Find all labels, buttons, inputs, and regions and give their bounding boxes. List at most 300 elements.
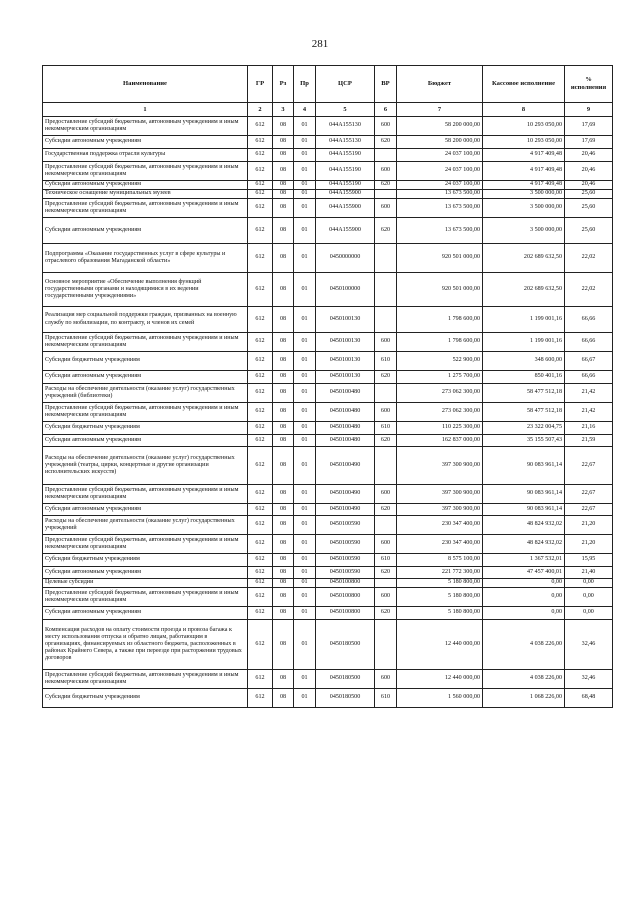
row-pr: 01 [294, 485, 316, 504]
table-row [43, 218, 613, 244]
row-name: Субсидии бюджетным учреждениям [43, 554, 248, 567]
row-csr: 044A155190 [316, 162, 375, 181]
row-gr: 612 [248, 567, 273, 579]
row-pr: 01 [294, 384, 316, 403]
row-csr: 0450100130 [316, 307, 375, 333]
table-row [43, 607, 613, 620]
row-vr [375, 384, 397, 403]
row-cash-execution: 202 689 632,50 [483, 244, 565, 273]
row-cash-execution: 48 824 932,02 [483, 535, 565, 554]
header-name: Наименование [43, 66, 248, 103]
row-name: Государственная поддержка отрасли культуры [43, 149, 248, 162]
row-rz: 08 [273, 199, 294, 218]
table-row [43, 670, 613, 689]
row-name: Расходы на обеспечение деятельности (оказание услуг) государственных учреждений (библиотеки) [43, 384, 248, 403]
row-name: Субсидии автономным учреждениям [43, 181, 248, 190]
row-rz: 08 [273, 579, 294, 588]
row-csr: 0450100590 [316, 567, 375, 579]
row-rz: 08 [273, 149, 294, 162]
row-pr: 01 [294, 567, 316, 579]
row-pr: 01 [294, 435, 316, 447]
row-name: Расходы на обеспечение деятельности (оказание услуг) государственных учреждений [43, 516, 248, 535]
row-cash-execution: 4 038 226,00 [483, 670, 565, 689]
row-pr: 01 [294, 352, 316, 371]
row-rz: 08 [273, 371, 294, 384]
row-pr: 01 [294, 371, 316, 384]
row-vr: 600 [375, 403, 397, 422]
header-pr: Пр [294, 66, 316, 103]
row-csr: 044A155130 [316, 117, 375, 136]
row-vr: 600 [375, 199, 397, 218]
row-csr: 044A155130 [316, 136, 375, 149]
column-number-row [43, 103, 613, 117]
row-vr [375, 579, 397, 588]
table-row [43, 535, 613, 554]
row-pr: 01 [294, 588, 316, 607]
column-number: 8 [483, 103, 565, 117]
table-row [43, 352, 613, 371]
row-rz: 08 [273, 190, 294, 199]
row-vr: 610 [375, 422, 397, 435]
row-budget: 13 673 500,00 [397, 199, 483, 218]
row-pr: 01 [294, 273, 316, 307]
row-budget: 1 798 600,00 [397, 333, 483, 352]
row-percent: 22,67 [565, 504, 613, 516]
row-cash-execution: 0,00 [483, 588, 565, 607]
row-vr [375, 244, 397, 273]
column-number: 1 [43, 103, 248, 117]
row-rz: 08 [273, 333, 294, 352]
row-percent: 21,16 [565, 422, 613, 435]
row-rz: 08 [273, 670, 294, 689]
row-gr: 612 [248, 162, 273, 181]
row-gr: 612 [248, 136, 273, 149]
row-vr [375, 307, 397, 333]
row-budget: 397 300 900,00 [397, 485, 483, 504]
row-csr: 0450100800 [316, 588, 375, 607]
row-percent: 17,69 [565, 136, 613, 149]
row-pr: 01 [294, 333, 316, 352]
column-number: 9 [565, 103, 613, 117]
row-gr: 612 [248, 244, 273, 273]
row-csr: 0450100800 [316, 579, 375, 588]
row-vr [375, 190, 397, 199]
row-budget: 1 275 700,00 [397, 371, 483, 384]
row-pr: 01 [294, 422, 316, 435]
row-vr: 610 [375, 352, 397, 371]
table-row [43, 588, 613, 607]
row-vr: 620 [375, 136, 397, 149]
row-cash-execution: 90 083 961,14 [483, 447, 565, 485]
row-csr: 0450100130 [316, 333, 375, 352]
row-vr: 600 [375, 485, 397, 504]
row-rz: 08 [273, 244, 294, 273]
header-gr: ГР [248, 66, 273, 103]
table-row [43, 333, 613, 352]
row-csr: 0450100490 [316, 447, 375, 485]
row-gr: 612 [248, 554, 273, 567]
row-percent: 22,67 [565, 485, 613, 504]
row-csr: 0450100590 [316, 554, 375, 567]
row-pr: 01 [294, 579, 316, 588]
row-pr: 01 [294, 689, 316, 708]
row-cash-execution: 3 500 000,00 [483, 218, 565, 244]
row-percent: 20,46 [565, 149, 613, 162]
row-csr: 0450100480 [316, 384, 375, 403]
row-gr: 612 [248, 352, 273, 371]
row-pr: 01 [294, 181, 316, 190]
table-row [43, 149, 613, 162]
table-row [43, 447, 613, 485]
header-budget: Бюджет [397, 66, 483, 103]
row-percent: 66,66 [565, 307, 613, 333]
page-number: 281 [311, 38, 329, 50]
row-percent: 25,60 [565, 190, 613, 199]
row-csr: 0450000000 [316, 244, 375, 273]
row-name: Предоставление субсидий бюджетным, автономным учреждениям и иным некоммерческим организациям [43, 199, 248, 218]
row-rz: 08 [273, 435, 294, 447]
row-vr [375, 273, 397, 307]
row-percent: 66,66 [565, 333, 613, 352]
header-rz: Рз [273, 66, 294, 103]
table-row [43, 620, 613, 670]
table-row [43, 199, 613, 218]
row-name: Реализация мер социальной поддержки граждан, призванных на военную службу по мобилизации, по контракту, и членов их семей [43, 307, 248, 333]
row-vr: 610 [375, 689, 397, 708]
row-pr: 01 [294, 190, 316, 199]
row-name: Субсидии автономным учреждениям [43, 607, 248, 620]
row-cash-execution: 3 500 000,00 [483, 199, 565, 218]
row-rz: 08 [273, 485, 294, 504]
row-name: Техническое оснащение муниципальных музеев [43, 190, 248, 199]
header-percent-execution: % исполнения [565, 66, 613, 103]
row-name: Расходы на обеспечение деятельности (оказание услуг) государственных учреждений (театры, цирки, концертные и другие организации исполнительских искусств) [43, 447, 248, 485]
row-percent: 32,46 [565, 670, 613, 689]
row-gr: 612 [248, 670, 273, 689]
row-name: Предоставление субсидий бюджетным, автономным учреждениям и иным некоммерческим организациям [43, 117, 248, 136]
table-row [43, 273, 613, 307]
row-gr: 612 [248, 504, 273, 516]
row-vr: 610 [375, 554, 397, 567]
row-cash-execution: 58 477 512,18 [483, 403, 565, 422]
row-name: Предоставление субсидий бюджетным, автономным учреждениям и иным некоммерческим организациям [43, 333, 248, 352]
row-name: Субсидии бюджетным учреждениям [43, 422, 248, 435]
column-number: 4 [294, 103, 316, 117]
row-vr: 600 [375, 333, 397, 352]
row-rz: 08 [273, 384, 294, 403]
table-row [43, 117, 613, 136]
row-cash-execution: 90 083 961,14 [483, 504, 565, 516]
row-gr: 612 [248, 435, 273, 447]
row-pr: 01 [294, 244, 316, 273]
row-budget: 230 347 400,00 [397, 535, 483, 554]
row-budget: 12 440 000,00 [397, 620, 483, 670]
row-pr: 01 [294, 307, 316, 333]
row-name: Субсидии автономным учреждениям [43, 218, 248, 244]
row-pr: 01 [294, 199, 316, 218]
row-cash-execution: 4 917 409,48 [483, 162, 565, 181]
row-name: Целевые субсидии [43, 579, 248, 588]
row-cash-execution: 10 293 050,00 [483, 117, 565, 136]
row-budget: 13 673 500,00 [397, 190, 483, 199]
row-gr: 612 [248, 181, 273, 190]
row-csr: 0450100590 [316, 516, 375, 535]
row-percent: 21,59 [565, 435, 613, 447]
row-cash-execution: 47 457 400,01 [483, 567, 565, 579]
row-name: Субсидии автономным учреждениям [43, 567, 248, 579]
row-pr: 01 [294, 607, 316, 620]
row-name: Предоставление субсидий бюджетным, автономным учреждениям и иным некоммерческим организациям [43, 403, 248, 422]
row-pr: 01 [294, 403, 316, 422]
row-budget: 5 180 800,00 [397, 579, 483, 588]
table-row [43, 384, 613, 403]
row-cash-execution: 35 155 507,43 [483, 435, 565, 447]
row-gr: 612 [248, 422, 273, 435]
row-csr: 0450100490 [316, 485, 375, 504]
row-gr: 612 [248, 516, 273, 535]
budget-execution-table [42, 65, 613, 708]
row-csr: 0450180500 [316, 620, 375, 670]
row-percent: 21,20 [565, 535, 613, 554]
row-percent: 17,69 [565, 117, 613, 136]
row-vr: 620 [375, 607, 397, 620]
table-row [43, 554, 613, 567]
row-name: Субсидии автономным учреждениям [43, 435, 248, 447]
row-budget: 5 180 800,00 [397, 588, 483, 607]
row-csr: 044A155900 [316, 199, 375, 218]
row-cash-execution: 348 600,00 [483, 352, 565, 371]
row-pr: 01 [294, 117, 316, 136]
row-cash-execution: 0,00 [483, 607, 565, 620]
row-budget: 920 501 000,00 [397, 244, 483, 273]
row-gr: 612 [248, 403, 273, 422]
row-vr [375, 447, 397, 485]
row-percent: 20,46 [565, 162, 613, 181]
row-csr: 0450100130 [316, 371, 375, 384]
row-pr: 01 [294, 620, 316, 670]
row-cash-execution: 850 401,16 [483, 371, 565, 384]
table-row [43, 307, 613, 333]
row-csr: 0450100480 [316, 422, 375, 435]
column-number: 5 [316, 103, 375, 117]
row-pr: 01 [294, 218, 316, 244]
row-gr: 612 [248, 218, 273, 244]
row-pr: 01 [294, 162, 316, 181]
table-row [43, 136, 613, 149]
header-csr: ЦСР [316, 66, 375, 103]
row-gr: 612 [248, 485, 273, 504]
row-cash-execution: 1 068 226,00 [483, 689, 565, 708]
row-csr: 044A155900 [316, 218, 375, 244]
row-csr: 0450180500 [316, 689, 375, 708]
table-row [43, 567, 613, 579]
row-rz: 08 [273, 504, 294, 516]
row-pr: 01 [294, 670, 316, 689]
column-number: 3 [273, 103, 294, 117]
row-cash-execution: 10 293 050,00 [483, 136, 565, 149]
row-csr: 0450100480 [316, 435, 375, 447]
table-row [43, 190, 613, 199]
row-budget: 8 575 100,00 [397, 554, 483, 567]
row-csr: 0450180500 [316, 670, 375, 689]
row-gr: 612 [248, 620, 273, 670]
row-percent: 0,00 [565, 607, 613, 620]
row-cash-execution: 0,00 [483, 579, 565, 588]
row-rz: 08 [273, 588, 294, 607]
table-row [43, 162, 613, 181]
row-budget: 24 037 100,00 [397, 162, 483, 181]
table-row [43, 244, 613, 273]
column-number: 6 [375, 103, 397, 117]
row-percent: 68,48 [565, 689, 613, 708]
row-percent: 22,67 [565, 447, 613, 485]
row-percent: 0,00 [565, 579, 613, 588]
row-gr: 612 [248, 579, 273, 588]
row-budget: 110 225 300,00 [397, 422, 483, 435]
table-row [43, 403, 613, 422]
row-budget: 12 440 000,00 [397, 670, 483, 689]
row-budget: 273 062 300,00 [397, 384, 483, 403]
row-vr: 600 [375, 588, 397, 607]
row-name: Субсидии автономным учреждениям [43, 136, 248, 149]
table-row [43, 579, 613, 588]
row-cash-execution: 1 199 001,16 [483, 307, 565, 333]
row-rz: 08 [273, 535, 294, 554]
row-pr: 01 [294, 535, 316, 554]
row-vr [375, 516, 397, 535]
column-number: 2 [248, 103, 273, 117]
row-vr [375, 620, 397, 670]
row-percent: 21,40 [565, 567, 613, 579]
row-name: Предоставление субсидий бюджетным, автономным учреждениям и иным некоммерческим организациям [43, 535, 248, 554]
row-cash-execution: 48 824 932,02 [483, 516, 565, 535]
row-vr: 620 [375, 371, 397, 384]
row-name: Предоставление субсидий бюджетным, автономным учреждениям и иным некоммерческим организациям [43, 162, 248, 181]
row-pr: 01 [294, 447, 316, 485]
row-budget: 5 180 800,00 [397, 607, 483, 620]
row-pr: 01 [294, 149, 316, 162]
row-name: Предоставление субсидий бюджетным, автономным учреждениям и иным некоммерческим организациям [43, 485, 248, 504]
row-rz: 08 [273, 567, 294, 579]
row-percent: 20,46 [565, 181, 613, 190]
row-csr: 044A155190 [316, 181, 375, 190]
row-gr: 612 [248, 371, 273, 384]
row-percent: 21,20 [565, 516, 613, 535]
row-vr: 620 [375, 504, 397, 516]
row-vr: 620 [375, 218, 397, 244]
row-cash-execution: 3 500 000,00 [483, 190, 565, 199]
row-percent: 66,66 [565, 371, 613, 384]
row-name: Компенсация расходов на оплату стоимости проезда и провоза багажа к месту использования отпуска и обратно лицам, работающим в организациях, финансируемых из областного бюджета, расположенных в районах Крайнего Севера, а также при переезде при расторжении трудовых договоров [43, 620, 248, 670]
row-rz: 08 [273, 136, 294, 149]
row-budget: 1 560 000,00 [397, 689, 483, 708]
row-rz: 08 [273, 620, 294, 670]
row-rz: 08 [273, 403, 294, 422]
row-percent: 32,46 [565, 620, 613, 670]
row-budget: 230 347 400,00 [397, 516, 483, 535]
row-name: Субсидии автономным учреждениям [43, 371, 248, 384]
row-rz: 08 [273, 447, 294, 485]
row-gr: 612 [248, 190, 273, 199]
table-row [43, 181, 613, 190]
row-cash-execution: 202 689 632,50 [483, 273, 565, 307]
row-cash-execution: 58 477 512,18 [483, 384, 565, 403]
row-csr: 044A155190 [316, 149, 375, 162]
table-body [43, 117, 613, 708]
row-percent: 22,02 [565, 273, 613, 307]
row-cash-execution: 1 367 532,01 [483, 554, 565, 567]
row-budget: 1 798 600,00 [397, 307, 483, 333]
row-budget: 221 772 300,00 [397, 567, 483, 579]
row-vr: 620 [375, 181, 397, 190]
row-rz: 08 [273, 218, 294, 244]
row-gr: 612 [248, 273, 273, 307]
row-budget: 24 037 100,00 [397, 149, 483, 162]
row-name: Субсидии бюджетным учреждениям [43, 352, 248, 371]
row-csr: 0450100800 [316, 607, 375, 620]
header-vr: ВР [375, 66, 397, 103]
row-percent: 25,60 [565, 218, 613, 244]
row-csr: 044A155900 [316, 190, 375, 199]
row-percent: 21,42 [565, 403, 613, 422]
row-budget: 58 200 000,00 [397, 117, 483, 136]
row-gr: 612 [248, 689, 273, 708]
header-cash-execution: Кассовое исполнение [483, 66, 565, 103]
table-row [43, 504, 613, 516]
row-rz: 08 [273, 273, 294, 307]
row-vr: 600 [375, 117, 397, 136]
row-gr: 612 [248, 333, 273, 352]
row-cash-execution: 4 038 226,00 [483, 620, 565, 670]
row-name: Предоставление субсидий бюджетным, автономным учреждениям и иным некоммерческим организациям [43, 670, 248, 689]
row-vr: 600 [375, 670, 397, 689]
row-budget: 13 673 500,00 [397, 218, 483, 244]
row-budget: 522 900,00 [397, 352, 483, 371]
row-rz: 08 [273, 162, 294, 181]
row-csr: 0450100490 [316, 504, 375, 516]
row-csr: 0450100000 [316, 273, 375, 307]
row-gr: 612 [248, 588, 273, 607]
row-pr: 01 [294, 516, 316, 535]
table-row [43, 516, 613, 535]
row-name: Подпрограмма «Оказание государственных услуг в сфере культуры и отраслевого образования Магаданской области» [43, 244, 248, 273]
row-rz: 08 [273, 554, 294, 567]
row-vr [375, 149, 397, 162]
row-budget: 162 837 000,00 [397, 435, 483, 447]
row-gr: 612 [248, 384, 273, 403]
row-gr: 612 [248, 117, 273, 136]
row-vr: 620 [375, 567, 397, 579]
row-vr: 600 [375, 535, 397, 554]
row-percent: 21,42 [565, 384, 613, 403]
row-gr: 612 [248, 307, 273, 333]
row-cash-execution: 1 199 001,16 [483, 333, 565, 352]
column-number: 7 [397, 103, 483, 117]
row-gr: 612 [248, 607, 273, 620]
row-vr: 600 [375, 162, 397, 181]
row-budget: 273 062 300,00 [397, 403, 483, 422]
row-budget: 397 300 900,00 [397, 447, 483, 485]
row-gr: 612 [248, 447, 273, 485]
row-pr: 01 [294, 504, 316, 516]
row-name: Субсидии автономным учреждениям [43, 504, 248, 516]
table-row [43, 485, 613, 504]
row-gr: 612 [248, 199, 273, 218]
row-budget: 24 037 100,00 [397, 181, 483, 190]
row-percent: 22,02 [565, 244, 613, 273]
header-row [43, 66, 613, 103]
row-rz: 08 [273, 307, 294, 333]
